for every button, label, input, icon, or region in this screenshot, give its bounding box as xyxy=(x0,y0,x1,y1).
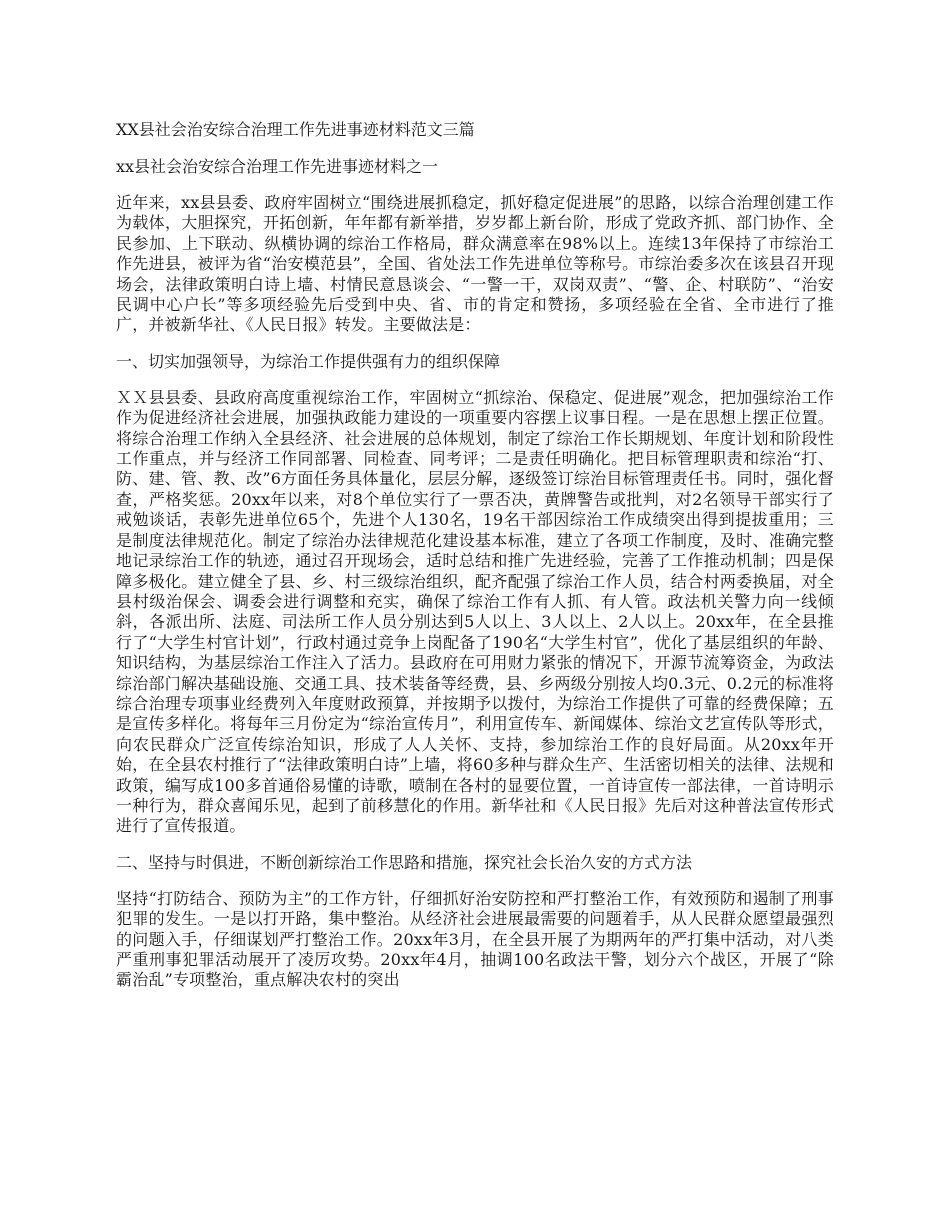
document-page xyxy=(116,118,834,1005)
section-2-paragraph: 坚持“打防结合、预防为主”的工作方针，仔细抓好治安防控和严打整治工作，有效预防和遏制了刑事犯罪的发生。一是以打开路，集中整治。从经济社会进展最需要的问题着手，从人民群众愿望最强烈的问题入手，仔细谋划严打整治工作。20xx年3月，在全县开展了为期两年的严打集中活动，对八类严重刑事犯罪活动展开了凌厉攻势。20xx年4月，抽调100名政法干警，划分六个战区，开展了“除霸治乱”专项整治，重点解决农村的突出 xyxy=(116,888,834,990)
document-title: XX县社会治安综合治理工作先进事迹材料范文三篇 xyxy=(116,120,475,139)
intro-paragraph: 近年来，xx县县委、政府牢固树立“围绕进展抓稳定，抓好稳定促进展”的思路，以综合治理创建工作为载体，大胆探究，开拓创新，年年都有新举措，岁岁都上新台阶，形成了党政齐抓、部门协作、全民参加、上下联动、纵横协调的综治工作格局，群众满意率在98%以上。连续13年保持了市综治工作先进县，被评为省“治安模范县”，全国、省处法工作先进单位等称号。市综治委多次在该县召开现场会，法律政策明白诗上墙、村情民意恳谈会、“一警一干，双岗双责”、“警、企、村联防”、“治安民调中心户长”等多项经验先后受到中央、省、市的肯定和赞扬，多项经验在全省、全市进行了推广，并被新华社、《人民日报》转发。主要做法是： xyxy=(116,193,834,335)
document-subtitle: xx县社会治安综合治理工作先进事迹材料之一 xyxy=(116,157,439,176)
section-1-heading: 一、切实加强领导，为综治工作提供强有力的组织保障 xyxy=(116,351,501,371)
section-2-heading: 二、坚持与时俱进，不断创新综治工作思路和措施，探究社会长治久安的方式方法 xyxy=(116,852,693,872)
section-1-paragraph: ＸＸ县县委、县政府高度重视综治工作，牢固树立“抓综治、保稳定、促进展”观念，把加强综治工作作为促进经济社会进展，加强执政能力建设的一项重要内容摆上议事日程。一是在思想上摆正位置。将综合治理工作纳入全县经济、社会进展的总体规划，制定了综治工作长期规划、年度计划和阶段性工作重点，并与经济工作同部署、同检查、同考评；二是责任明确化。把目标管理职责和综治“打、防、建、管、教、改”6方面任务具体量化，层层分解，逐级签订综治目标管理责任书。同时，强化督查，严格奖惩。20xx年以来，对8个单位实行了一票否决，黄牌警告或批判，对2名领导干部实行了戒勉谈话，表彰先进单位65个，先进个人130名，19名干部因综治工作成绩突出得到提拔重用；三是制度法律规范化。制定了综治办法律规范化建设基本标准，建立了各项工作制度，及时、准确完整地记录综治工作的轨迹，通过召开现场会，适时总结和推广先进经验，完善了工作推动机制；四是保障多极化。建立健全了县、乡、村三级综治组织，配齐配强了综治工作人员，结合村两委换届，对全县村级治保会、调委会进行调整和充实，确保了综治工作有人抓、有人管。政法机关警力向一线倾斜，各派出所、法庭、司法所工作人员分别达到5人以上、3人以上、2人以上。20xx年，在全县推行了“大学生村官计划”，行政村通过竞争上岗配备了190名“大学生村官”，优化了基层组织的年龄、知识结构，为基层综治工作注入了活力。县政府在可用财力紧张的情况下，开源节流筹资金，为政法综治部门解决基础设施、交通工具、技术装备等经费，县、乡两级分别按人均0.3元、0.2元的标准将综合治理专项事业经费列入年度财政预算，并按期予以拨付，为综治工作提供了可靠的经费保障；五是宣传多样化。将每年三月份定为“综治宣传月”，利用宣传车、新闻媒体、综治文艺宣传队等形式，向农民群众广泛宣传综治知识，形成了人人关怀、支持，参加综治工作的良好局面。从20xx年开始，在全县农村推行了“法律政策明白诗”上墙，将60多种与群众生产、生活密切相关的法律、法规和政策，编写成100多首通俗易懂的诗歌，喷制在各村的显要位置，一首诗宣传一部法律，一首诗明示一种行为，群众喜闻乐见，起到了前移慧化的作用。新华社和《人民日报》先后对这种普法宣传形式进行了宣传报道。 xyxy=(116,387,834,836)
